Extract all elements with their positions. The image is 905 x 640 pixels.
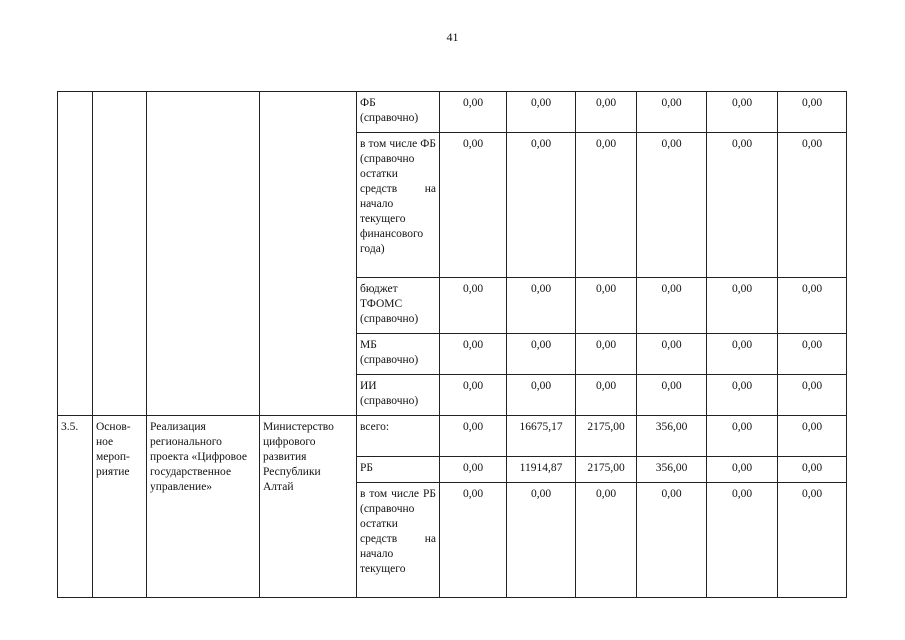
value-cell: 0,00 [507,133,576,278]
value-cell: 0,00 [440,457,507,483]
value-cell: 0,00 [637,278,707,334]
value-cell: 0,00 [637,133,707,278]
value-cell: 0,00 [576,278,637,334]
funding-source: в том числе ФБ (справочно остатки средств на начало текущего финансового года) [357,133,440,278]
value-cell: 0,00 [778,416,847,457]
measure-number: 3.5. [58,416,93,598]
value-cell: 0,00 [507,334,576,375]
value-cell: 2175,00 [576,416,637,457]
executor-cell [260,92,357,416]
value-cell: 356,00 [637,457,707,483]
type-cell [93,92,147,416]
value-cell: 0,00 [440,375,507,416]
measure-name: Реализация регионального проекта «Цифровое государственное управление» [147,416,260,598]
value-cell: 0,00 [576,92,637,133]
value-cell: 0,00 [707,92,778,133]
funding-source: ИИ (справочно) [357,375,440,416]
funding-source: МБ (справочно) [357,334,440,375]
name-cell [147,92,260,416]
funding-source: всего: [357,416,440,457]
value-cell: 0,00 [440,278,507,334]
value-cell: 0,00 [707,483,778,598]
value-cell: 0,00 [507,375,576,416]
funding-source: в том числе РБ (справочно остатки средств на начало текущего [357,483,440,598]
table-row [58,92,847,133]
value-cell: 2175,00 [576,457,637,483]
value-cell: 0,00 [778,334,847,375]
measure-type: Основ- ное мероп- риятие [93,416,147,598]
value-cell: 0,00 [637,334,707,375]
value-cell: 0,00 [778,278,847,334]
funding-source: РБ [357,457,440,483]
value-cell: 0,00 [440,92,507,133]
value-cell: 0,00 [576,483,637,598]
value-cell: 0,00 [576,375,637,416]
value-cell: 0,00 [707,457,778,483]
funding-source: бюджет ТФОМС (справочно) [357,278,440,334]
value-cell: 0,00 [440,483,507,598]
value-cell: 0,00 [778,457,847,483]
value-cell: 0,00 [507,278,576,334]
value-cell: 0,00 [507,483,576,598]
value-cell: 0,00 [637,483,707,598]
value-cell: 0,00 [440,133,507,278]
value-cell: 0,00 [778,133,847,278]
value-cell: 0,00 [440,334,507,375]
value-cell: 0,00 [707,334,778,375]
value-cell: 0,00 [707,133,778,278]
measure-executor: Министерство цифрового развития Республики Алтай [260,416,357,598]
funding-source: ФБ (справочно) [357,92,440,133]
number-cell [58,92,93,416]
value-cell: 11914,87 [507,457,576,483]
value-cell: 0,00 [707,278,778,334]
value-cell: 0,00 [637,92,707,133]
value-cell: 0,00 [778,483,847,598]
value-cell: 0,00 [778,375,847,416]
page-number: 41 [446,30,459,44]
value-cell: 0,00 [576,133,637,278]
value-cell: 0,00 [576,334,637,375]
value-cell: 0,00 [778,92,847,133]
value-cell: 0,00 [707,375,778,416]
value-cell: 0,00 [440,416,507,457]
value-cell: 0,00 [707,416,778,457]
value-cell: 0,00 [507,92,576,133]
budget-table [57,91,847,598]
value-cell: 0,00 [637,375,707,416]
value-cell: 356,00 [637,416,707,457]
value-cell: 16675,17 [507,416,576,457]
table-row [58,416,847,457]
